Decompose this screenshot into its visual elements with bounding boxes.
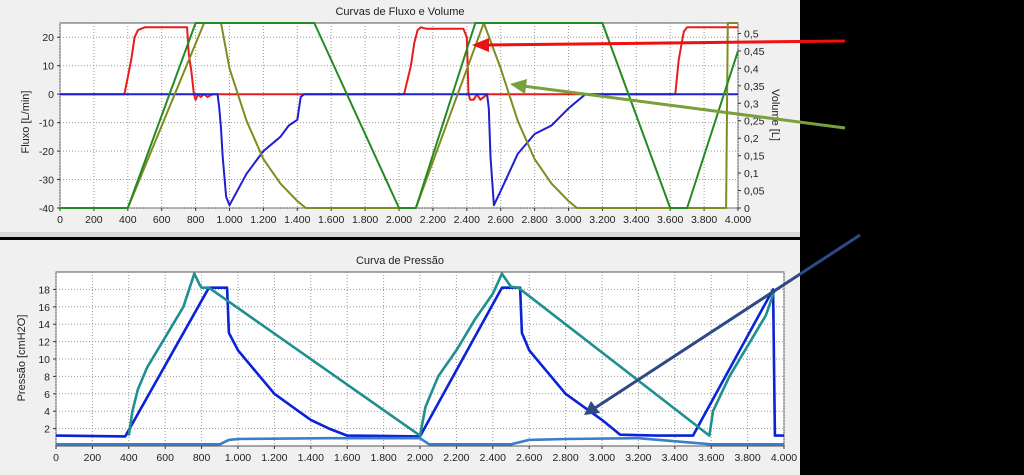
pressure-x-tick-label: 3.400 xyxy=(661,452,688,464)
pressure-chart-title: Curva de Pressão xyxy=(355,255,445,267)
pressure-x-tick-label: 2.200 xyxy=(443,452,470,464)
flow-x-tick-label: 1.600 xyxy=(318,214,345,226)
flow-x-tick-label: 3.600 xyxy=(657,214,684,226)
flow-x-tick-label: 2.800 xyxy=(521,214,548,226)
pressure-x-tick-label: 600 xyxy=(156,452,174,464)
pressure-y-axis-label: Pressão [cmH2O] xyxy=(16,314,28,402)
volume-y-tick-label: 0,5 xyxy=(744,28,759,41)
pressure-y-tick-label: 8 xyxy=(44,371,50,384)
flow-y-tick-label: -20 xyxy=(38,146,54,159)
volume-y-tick-label: 0,1 xyxy=(744,168,759,181)
flow-x-tick-label: 2.400 xyxy=(453,214,480,226)
pressure-y-tick-label: 10 xyxy=(38,354,50,366)
volume-y-tick-label: 0,2 xyxy=(744,133,759,146)
flow-y-tick-label: -40 xyxy=(38,203,54,215)
pressure-x-tick-label: 3.000 xyxy=(588,452,616,464)
pressure-x-tick-label: 1.600 xyxy=(334,452,361,464)
pressure-x-tick-label: 2.800 xyxy=(552,452,579,464)
flow-x-tick-label: 2.600 xyxy=(487,214,514,226)
flow-y-tick-label: -10 xyxy=(38,117,54,130)
volume-y-tick-label: 0,45 xyxy=(744,45,765,58)
flow-volume-panel xyxy=(0,0,800,237)
pressure-y-tick-label: 16 xyxy=(38,301,50,314)
pressure-x-tick-label: 0 xyxy=(53,452,59,464)
flow-y-tick-label: 0 xyxy=(48,89,54,102)
flow-x-tick-label: 1.200 xyxy=(250,214,277,226)
pressure-y-tick-label: 18 xyxy=(38,284,50,297)
pressure-x-tick-label: 1.400 xyxy=(297,452,324,464)
flow-x-tick-label: 400 xyxy=(119,214,137,226)
pressure-x-tick-label: 3.600 xyxy=(698,452,725,464)
pressure-x-tick-label: 2.000 xyxy=(406,452,434,464)
pressure-x-tick-label: 3.200 xyxy=(625,452,652,464)
pressure-x-tick-label: 1.800 xyxy=(370,452,397,464)
flow-x-tick-label: 200 xyxy=(85,214,103,226)
pressure-x-tick-label: 800 xyxy=(192,452,211,464)
flow-x-tick-label: 0 xyxy=(57,214,63,226)
volume-y-axis-label: Volume [L] xyxy=(769,89,781,141)
flow-x-tick-label: 3.400 xyxy=(623,214,650,226)
flow-y-tick-label: 20 xyxy=(42,32,54,45)
flow-x-tick-label: 1.800 xyxy=(351,214,379,226)
flow-x-tick-label: 3.000 xyxy=(555,214,582,226)
flow-x-tick-label: 800 xyxy=(186,214,205,226)
pressure-x-tick-label: 400 xyxy=(120,452,138,464)
flow-chart-title: Curvas de Fluxo e Volume xyxy=(335,6,465,18)
volume-y-tick-label: 0,05 xyxy=(744,185,765,198)
flow-x-tick-label: 3.800 xyxy=(690,214,718,226)
volume-y-tick-label: 0,25 xyxy=(744,115,765,128)
flow-x-tick-label: 2.200 xyxy=(419,214,447,226)
volume-y-tick-label: 0,3 xyxy=(744,98,759,111)
volume-y-tick-label: 0,4 xyxy=(744,63,759,76)
volume-y-tick-label: 0,15 xyxy=(744,150,765,163)
flow-x-tick-label: 4.000 xyxy=(724,214,752,226)
flow-y-axis-label: Fluxo [L/min] xyxy=(20,90,32,154)
flow-y-tick-label: -30 xyxy=(38,174,54,187)
pressure-y-tick-label: 6 xyxy=(44,388,50,401)
pressure-x-tick-label: 1.000 xyxy=(224,452,252,464)
flow-x-tick-label: 3.200 xyxy=(589,214,616,226)
pressure-x-tick-label: 200 xyxy=(83,452,102,464)
volume-y-tick-label: 0 xyxy=(744,203,750,215)
pressure-x-tick-label: 3.800 xyxy=(734,452,761,464)
flow-panel-bottom-band xyxy=(0,232,800,237)
pressure-x-tick-label: 4.000 xyxy=(770,452,798,464)
pressure-x-tick-label: 2.400 xyxy=(479,452,506,464)
flow-x-tick-label: 2.000 xyxy=(385,214,413,226)
flow-x-tick-label: 1.400 xyxy=(284,214,311,226)
pressure-y-tick-label: 2 xyxy=(44,423,50,436)
pressure-y-tick-label: 4 xyxy=(44,406,50,419)
pressure-y-tick-label: 12 xyxy=(38,336,50,349)
pressure-x-tick-label: 2.600 xyxy=(516,452,543,464)
pressure-panel xyxy=(0,240,800,475)
flow-x-tick-label: 600 xyxy=(152,214,171,226)
pressure-x-tick-label: 1.200 xyxy=(261,452,288,464)
volume-y-tick-label: 0,35 xyxy=(744,80,765,93)
flow-y-tick-label: 10 xyxy=(42,60,54,73)
flow-x-tick-label: 1.000 xyxy=(216,214,243,226)
pressure-y-tick-label: 14 xyxy=(38,319,50,332)
